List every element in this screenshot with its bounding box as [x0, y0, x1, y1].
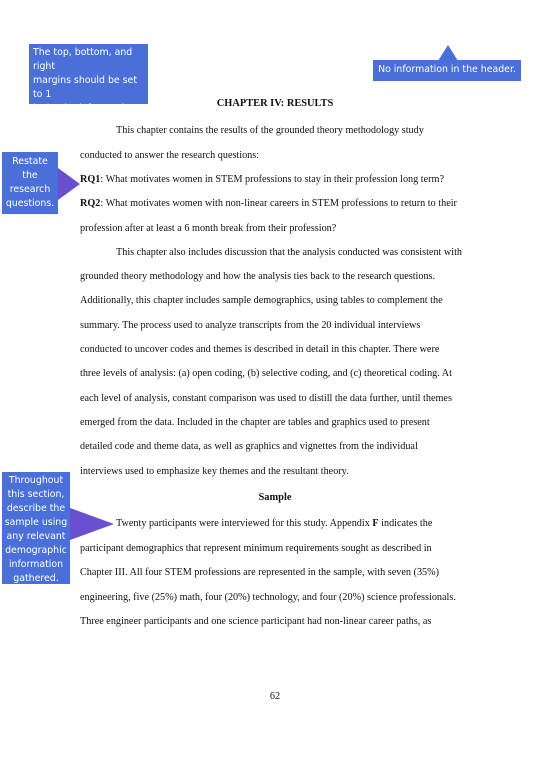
sample-heading: Sample — [258, 492, 292, 503]
intro-line: conducted to answer the research questions: — [80, 150, 260, 161]
callout-line: information — [8, 559, 64, 570]
research-question-1 — [80, 173, 444, 186]
callout-line: any relevant — [6, 531, 66, 542]
callout-line: should be set to 1 ½ inch. — [33, 117, 130, 142]
paragraph-line: conducted to uncover codes and themes is described in detail in this chapter. There were — [80, 344, 440, 355]
page-number: 62 — [269, 691, 281, 702]
rq1-text: : What motivates women in STEM professions to stay in their profession long term? — [100, 174, 444, 185]
rq2-label: RQ2 — [80, 198, 101, 209]
callout-line: No information in the header. — [378, 64, 516, 75]
sample-callout — [2, 472, 70, 584]
sample-line — [116, 517, 432, 530]
callout-line: Throughout — [8, 475, 64, 486]
restate-callout — [2, 152, 58, 214]
sample-line: engineering, five (25%) math, four (20%) technology, and four (20%) science professionals. — [80, 592, 456, 603]
research-question-2 — [80, 197, 457, 210]
sample-text: indicates the — [378, 518, 433, 529]
paragraph-line: interviews used to emphasize key themes and the resultant theory. — [80, 466, 349, 477]
paragraph-line: Additionally, this chapter includes sample demographics, using tables to complement the — [80, 295, 443, 306]
callout-line: Restate — [12, 156, 48, 167]
callout-line: inch. The left margin — [33, 103, 131, 114]
callout-line: the — [22, 170, 38, 181]
callout-line: sample using — [4, 517, 68, 528]
rq2-text: : What motivates women with non-linear careers in STEM professions to return to their — [100, 198, 457, 209]
rq1-label: RQ1 — [80, 174, 101, 185]
restate-callout-arrow-icon — [58, 168, 80, 200]
sample-callout-arrow-icon — [70, 508, 114, 540]
header-callout-arrow-icon — [438, 45, 458, 61]
paragraph-line: each level of analysis, constant comparison was used to distill the data further, until themes — [80, 393, 452, 404]
margins-callout — [29, 44, 148, 142]
paragraph-line: emerged from the data. Included in the chapter are tables and graphics used to present — [80, 417, 430, 428]
callout-line: margins should be set to 1 — [33, 75, 137, 100]
sample-text: Twenty participants were interviewed for this study. Appendix — [116, 518, 373, 529]
appendix-letter: F — [372, 518, 379, 529]
callout-line: describe the — [6, 503, 66, 514]
sample-line: Chapter III. All four STEM professions are represented in the sample, with seven (35%) — [80, 567, 440, 578]
callout-line: questions. — [5, 198, 55, 209]
header-callout — [373, 60, 521, 81]
sample-line: participant demographics that represent minimum requirements sought as described in — [80, 543, 432, 554]
callout-line: this section, — [7, 489, 65, 500]
paragraph-line: three levels of analysis: (a) open coding, (b) selective coding, and (c) theoretical coding. At — [80, 368, 452, 379]
intro-line: This chapter contains the results of the grounded theory methodology study — [116, 125, 424, 136]
paragraph-line: detailed code and theme data, as well as graphics and vignettes from the individual — [80, 441, 418, 452]
callout-line: research — [9, 184, 51, 195]
callout-line: gathered. — [13, 573, 59, 584]
callout-line: demographic — [5, 545, 67, 556]
paragraph-line: This chapter also includes discussion that the analysis conducted was consistent with — [116, 247, 463, 258]
rq2-continuation: profession after at least a 6 month break from their profession? — [80, 223, 337, 234]
chapter-title: CHAPTER IV: RESULTS — [216, 98, 334, 109]
paragraph-line: summary. The process used to analyze transcripts from the 20 individual interviews — [80, 320, 421, 331]
callout-line: The top, bottom, and right — [33, 47, 133, 72]
sample-line: Three engineer participants and one science participant had non-linear career paths, as — [80, 616, 432, 627]
paragraph-line: grounded theory methodology and how the analysis ties back to the research questions. — [80, 271, 436, 282]
